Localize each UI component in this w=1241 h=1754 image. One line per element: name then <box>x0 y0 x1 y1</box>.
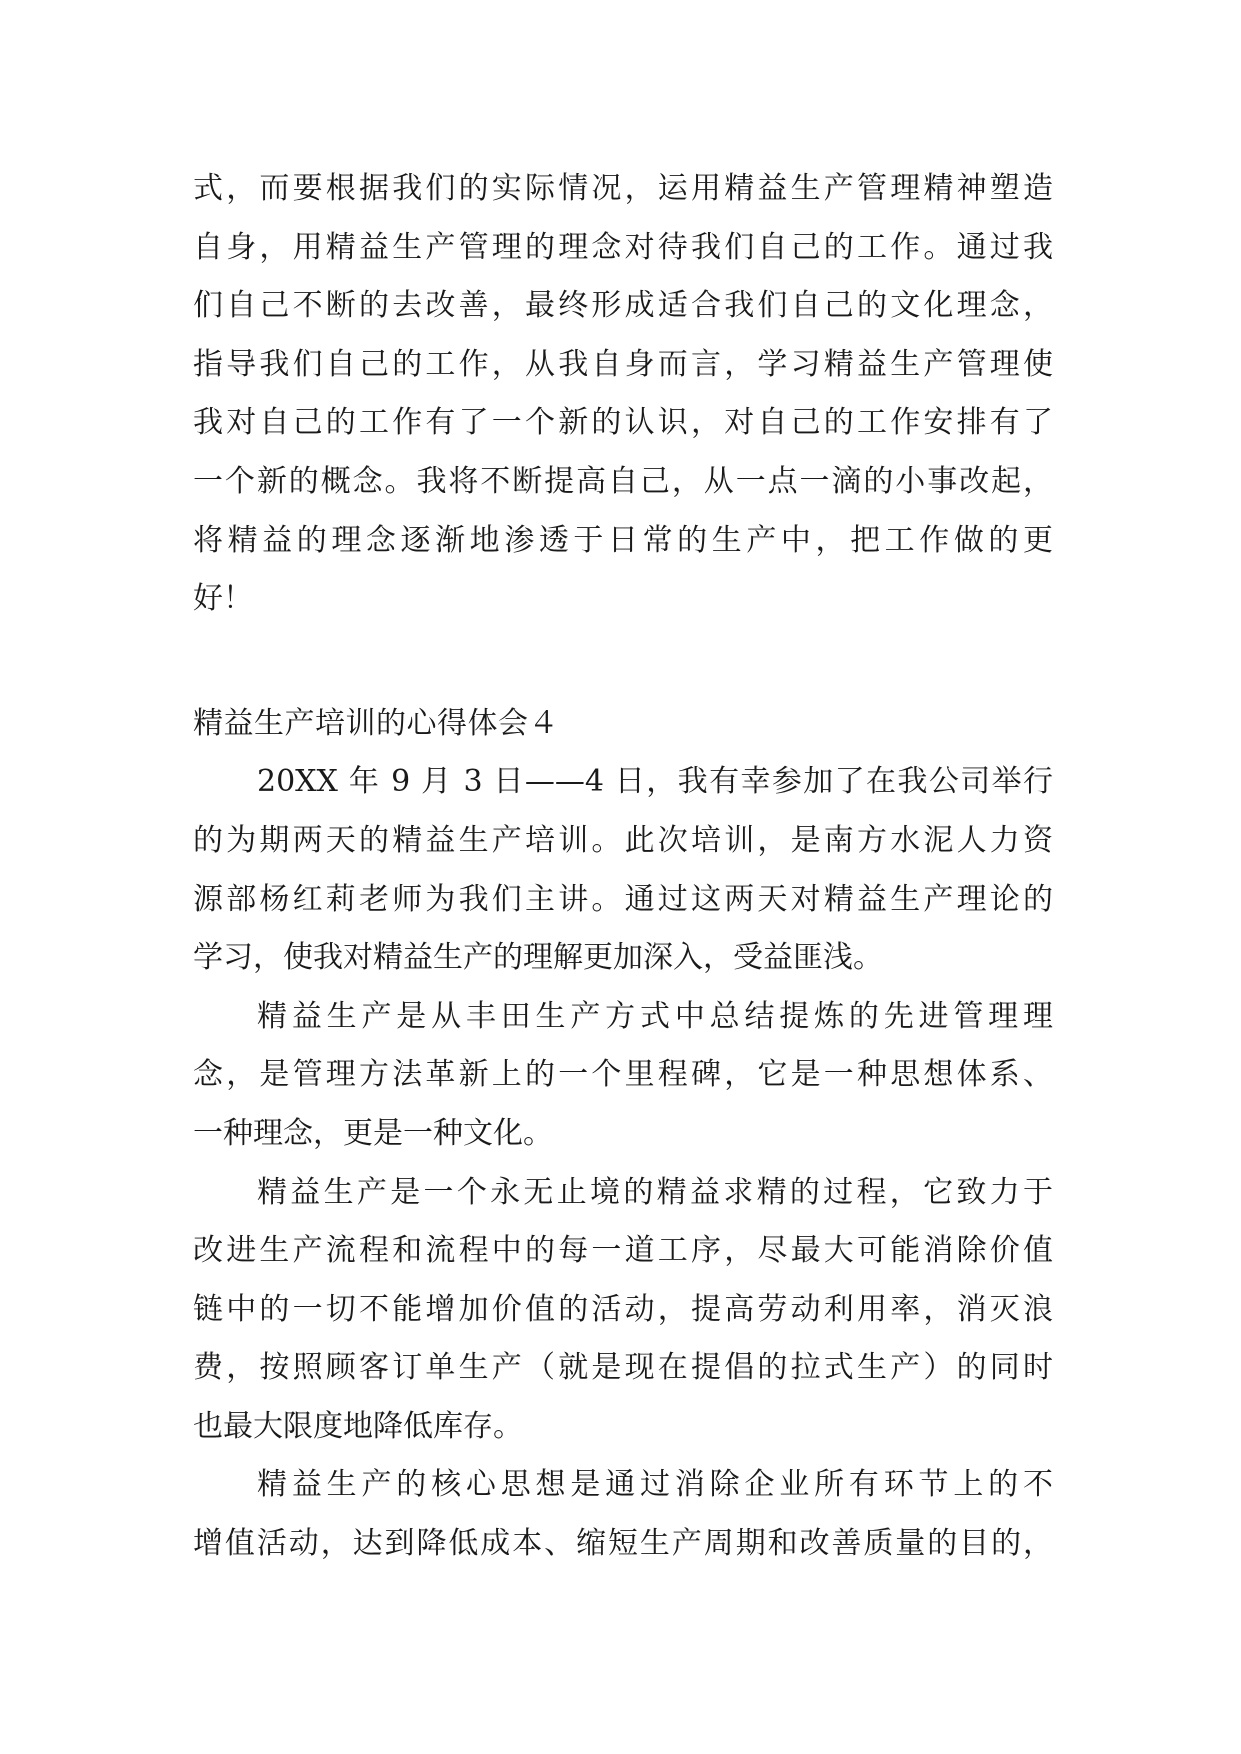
paragraph-line: 20XX 年 9 月 3 日——4 日，我有幸参加了在我公司举行 <box>257 764 1053 800</box>
paragraph-2 <box>193 988 1053 1164</box>
paragraph-line: 我对自己的工作有了一个新的认识，对自己的工作安排有了 <box>193 405 1053 441</box>
paragraph-line: 将精益的理念逐渐地渗透于日常的生产中，把工作做的更 <box>193 522 1053 558</box>
section-heading: 精益生产培训的心得体会４ <box>193 705 559 741</box>
paragraph-line: 指导我们自己的工作，从我自身而言，学习精益生产管理使 <box>193 346 1053 382</box>
paragraph-line: 源部杨红莉老师为我们主讲。通过这两天对精益生产理论的 <box>193 881 1053 917</box>
paragraph-line: 精益生产是一个永无止境的精益求精的过程，它致力于 <box>257 1174 1053 1210</box>
paragraph-3 <box>193 1164 1053 1457</box>
paragraph-line: 改进生产流程和流程中的每一道工序，尽最大可能消除价值 <box>193 1233 1053 1269</box>
paragraph-line: 也最大限度地降低库存。 <box>193 1408 523 1444</box>
continued-paragraph <box>193 160 1053 629</box>
paragraph-line: 增值活动，达到降低成本、缩短生产周期和改善质量的目的， <box>193 1526 1053 1562</box>
paragraph-line: 费，按照顾客订单生产（就是现在提倡的拉式生产）的同时 <box>193 1350 1053 1386</box>
paragraph-4 <box>193 1456 1053 1573</box>
paragraph-line: 式，而要根据我们的实际情况，运用精益生产管理精神塑造 <box>193 171 1053 206</box>
paragraph-line: 一种理念，更是一种文化。 <box>193 1115 553 1151</box>
paragraph-line: 念，是管理方法革新上的一个里程碑，它是一种思想体系、 <box>193 1057 1053 1093</box>
paragraph-line: 链中的一切不能增加价值的活动，提高劳动利用率，消灭浪 <box>193 1291 1053 1327</box>
paragraph-line: 自身，用精益生产管理的理念对待我们自己的工作。通过我 <box>193 229 1053 265</box>
paragraph-line: 一个新的概念。我将不断提高自己，从一点一滴的小事改起， <box>193 463 1053 499</box>
paragraph-line: 精益生产的核心思想是通过消除企业所有环节上的不 <box>257 1467 1053 1503</box>
paragraph-1 <box>193 753 1053 987</box>
paragraph-line: 学习，使我对精益生产的理解更加深入，受益匪浅。 <box>193 940 883 976</box>
section-spacer <box>193 629 1053 695</box>
document-body <box>193 160 1053 1574</box>
paragraph-line: 好！ <box>193 581 253 617</box>
paragraph-line: 的为期两天的精益生产培训。此次培训，是南方水泥人力资 <box>193 822 1053 858</box>
paragraph-line: 们自己不断的去改善，最终形成适合我们自己的文化理念， <box>193 288 1053 324</box>
paragraph-line: 精益生产是从丰田生产方式中总结提炼的先进管理理 <box>257 998 1053 1034</box>
